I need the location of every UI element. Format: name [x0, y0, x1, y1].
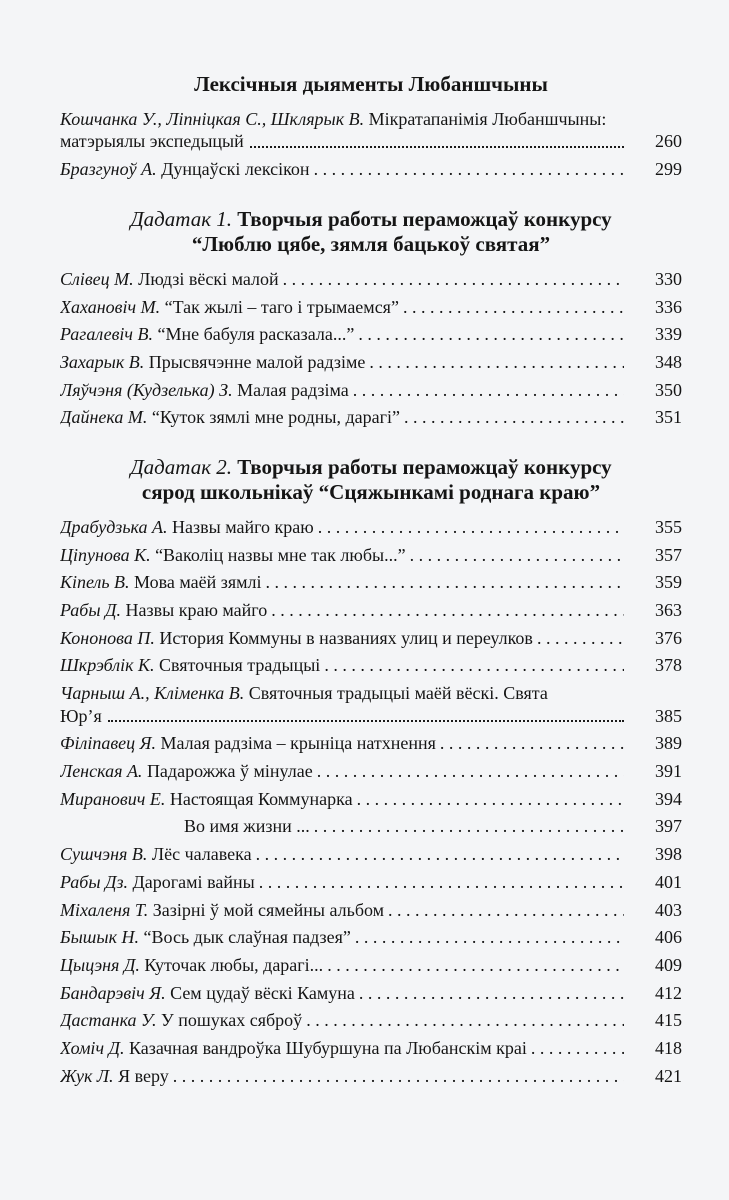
- entry-author: Дайнека М.: [60, 407, 148, 428]
- toc-entry: [60, 1037, 682, 1060]
- entry-page-number: 397: [655, 816, 682, 837]
- entry-title: Настоящая Коммунарка: [169, 788, 353, 809]
- entry-page-number: 339: [655, 324, 682, 345]
- entry-title: “Куток зямлі мне родны, дарагі”: [151, 407, 401, 428]
- entry-author: Захарык В.: [60, 351, 145, 372]
- entry-title: Сем цудаў вёскі Камуна: [170, 982, 355, 1003]
- toc-entry: [60, 843, 682, 866]
- entry-page-number: 409: [655, 954, 682, 975]
- entry-title: Лёс чалавека: [151, 844, 252, 865]
- entry-title: Святочныя традыцыі маёй вёскі. Свята: [248, 683, 548, 704]
- leader-dots: [250, 146, 624, 148]
- toc-entry: [60, 788, 682, 811]
- entry-page-number: 398: [655, 844, 682, 865]
- entry-author: Ляўчэня (Кудзелька) З.: [60, 379, 233, 400]
- entry-page-number: 359: [655, 572, 682, 593]
- entry-page-number: 418: [655, 1037, 682, 1058]
- entry-author: Ленская А.: [60, 761, 143, 782]
- entry-author: Шкрэблік К.: [60, 655, 155, 676]
- entry-author: Кононова П.: [60, 627, 155, 648]
- entry-page-number: 363: [655, 600, 682, 621]
- toc-entry: [60, 926, 682, 949]
- entry-page-number: 330: [655, 268, 682, 289]
- toc-entry: [60, 1009, 682, 1032]
- entry-author: Рабы Д.: [60, 600, 122, 621]
- entry-title: Прысвячэнне малой радзіме: [148, 351, 366, 372]
- entry-author: Дастанка У.: [60, 1010, 157, 1031]
- entry-page-number: 389: [655, 733, 682, 754]
- entry-author: Хахановіч М.: [60, 296, 161, 317]
- section-title-line: сярод школьнікаў “Сцяжынкамі роднага краю”: [141, 480, 601, 505]
- entry-page-number: 391: [655, 761, 682, 782]
- toc-entry: [60, 654, 682, 677]
- entry-page-number: 260: [655, 131, 682, 152]
- section-title-line: “Люблю цябе, зямля бацькоў святая”: [191, 232, 551, 257]
- entry-page-number: 357: [655, 544, 682, 565]
- entry-title: Назвы майго краю: [172, 517, 314, 538]
- entry-page-number: 406: [655, 927, 682, 948]
- toc-entry: [60, 379, 682, 402]
- entry-author: Миранович Е.: [60, 788, 166, 809]
- entry-page-number: 299: [655, 158, 682, 179]
- toc-entry: [60, 732, 682, 755]
- toc-entry: [60, 1065, 682, 1088]
- section-title-prefix: Дадатак 1.: [130, 206, 233, 231]
- entry-title: Святочныя традыцыі: [158, 655, 321, 676]
- toc-entry: [60, 296, 682, 319]
- entry-page-number: 348: [655, 351, 682, 372]
- entry-author: Кошчанка У., Ліпніцкая С., Шклярык В.: [60, 108, 365, 129]
- entry-title: “Так жылі – таго і трымаемся”: [164, 296, 399, 317]
- toc-entry: [60, 982, 682, 1005]
- section-title: [60, 72, 682, 98]
- entry-title: Назвы краю майго: [125, 600, 268, 621]
- toc-entry: [60, 268, 682, 291]
- toc-entry: [60, 571, 682, 594]
- entry-title: “Вось дык слаўная падзея”: [143, 927, 351, 948]
- toc-entry: [60, 954, 682, 977]
- entry-title: Падарожжа ў мінулае: [146, 761, 313, 782]
- entry-title: Я веру: [118, 1065, 169, 1086]
- entry-author: Рагалевіч В.: [60, 324, 154, 345]
- entry-author: Цыцэня Д.: [60, 954, 140, 975]
- entry-author: Бандарэвіч Я.: [60, 982, 166, 1003]
- section-title: [60, 207, 682, 258]
- entry-page-number: 401: [655, 871, 682, 892]
- entry-title: Во имя жизни ...: [184, 816, 310, 837]
- entry-page-number: 350: [655, 379, 682, 400]
- entry-page-number: 376: [655, 627, 682, 648]
- entry-page-number: 394: [655, 788, 682, 809]
- entry-title: Мікратапанімія Любаншчыны:: [368, 108, 607, 129]
- toc-entry: [60, 544, 682, 567]
- toc-entry: [60, 516, 682, 539]
- entry-author: Філіпавец Я.: [60, 733, 156, 754]
- entry-page-number: 421: [655, 1065, 682, 1086]
- entry-title: Малая радзіма: [237, 379, 349, 400]
- toc-section-appendix-1: [60, 207, 682, 429]
- entry-title: Малая радзіма – крыніца натхнення: [160, 733, 436, 754]
- entry-author: Жук Л.: [60, 1065, 114, 1086]
- entry-author: Чарныш А., Кліменка В.: [60, 683, 245, 704]
- entry-author: Сушчэня В.: [60, 844, 148, 865]
- entry-author: Слівец М.: [60, 268, 134, 289]
- table-of-contents: [60, 72, 682, 1113]
- toc-entry: [60, 323, 682, 346]
- entry-title: Куточак любы, дарагі...: [144, 954, 324, 975]
- entry-title: “Мне бабуля расказала...”: [157, 324, 355, 345]
- toc-entry: [60, 760, 682, 783]
- entry-author: Ціпунова К.: [60, 544, 151, 565]
- toc-entry: [60, 351, 682, 374]
- toc-entry: [60, 108, 682, 153]
- toc-entry: [60, 682, 682, 727]
- entry-title: “Ваколіц назвы мне так любы...”: [155, 544, 406, 565]
- leader-dots: [108, 720, 624, 722]
- entry-title: Мова маёй зямлі: [134, 572, 262, 593]
- entry-title: Зазірні ў мой сямейны альбом: [152, 899, 385, 920]
- toc-entry: [60, 899, 682, 922]
- entry-author: Драбудзька А.: [60, 517, 168, 538]
- section-title-line: Творчыя работы пераможцаў конкурсу: [232, 206, 612, 231]
- entry-page-number: 412: [655, 982, 682, 1003]
- entry-title: Дунцаўскі лексікон: [161, 158, 310, 179]
- toc-entry: [60, 627, 682, 650]
- toc-entry: [60, 158, 682, 181]
- entry-page-number: 351: [655, 407, 682, 428]
- entry-page-number: 415: [655, 1010, 682, 1031]
- section-title-line: Лексічныя дыяменты Любаншчыны: [194, 72, 548, 96]
- toc-entry: [60, 599, 682, 622]
- entry-page-number: 378: [655, 655, 682, 676]
- entry-title: Дарогамі вайны: [132, 871, 255, 892]
- entry-author: Хоміч Д.: [60, 1037, 125, 1058]
- section-title-prefix: Дадатак 2.: [130, 454, 233, 479]
- entry-page-number: 403: [655, 899, 682, 920]
- toc-entry: [60, 406, 682, 429]
- toc-entry: [60, 871, 682, 894]
- entry-title: История Коммуны в названиях улиц и переулков: [159, 627, 533, 648]
- entry-author: Міхаленя Т.: [60, 899, 149, 920]
- entry-author: Бышык Н.: [60, 927, 140, 948]
- section-title-line: Творчыя работы пераможцаў конкурсу: [232, 454, 612, 479]
- entry-author: Рабы Дз.: [60, 871, 129, 892]
- entry-page-number: 336: [655, 296, 682, 317]
- entry-title-continuation: матэрыялы экспедыцый: [60, 131, 244, 152]
- entry-author: Кіпель В.: [60, 572, 130, 593]
- entry-title: Людзі вёскі малой: [138, 268, 279, 289]
- entry-author: Бразгуноў А.: [60, 158, 157, 179]
- toc-section-lexical: [60, 72, 682, 181]
- section-title: [60, 455, 682, 506]
- entry-page-number: 385: [655, 705, 682, 726]
- toc-section-appendix-2: [60, 455, 682, 1087]
- entry-page-number: 355: [655, 517, 682, 538]
- entry-title: Казачная вандроўка Шубуршуна па Любанскім краі: [128, 1037, 527, 1058]
- entry-title-continuation: Юр’я: [60, 705, 102, 726]
- entry-title: У пошуках сяброў: [161, 1010, 303, 1031]
- toc-entry: [60, 815, 682, 838]
